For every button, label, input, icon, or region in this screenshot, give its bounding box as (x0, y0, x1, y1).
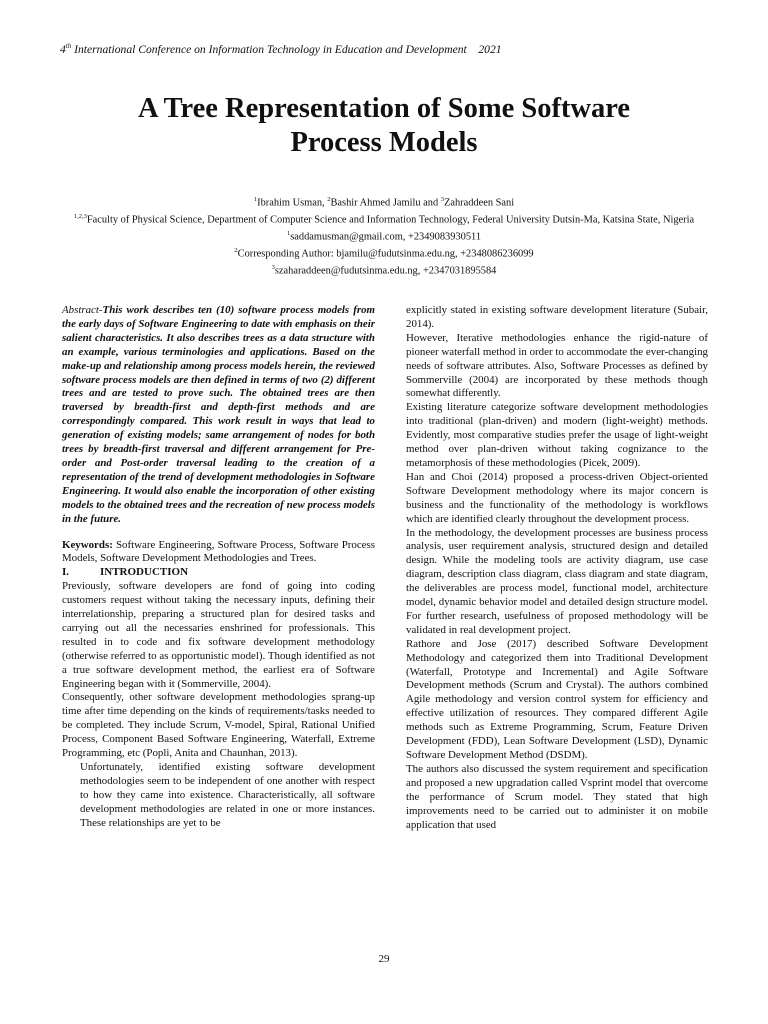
title-line-2: Process Models (290, 127, 478, 158)
page-number: 29 (378, 953, 390, 965)
header-ordinal: 4 (60, 42, 66, 56)
running-header (60, 42, 502, 56)
email-1-sup: 1 (286, 229, 291, 237)
right-column (406, 304, 708, 832)
email-3-text: szaharaddeen@fudutsinma.edu.ng, +2347031895584 (274, 264, 497, 276)
section-title: INTRODUCTION (100, 566, 189, 579)
section-heading-introduction (62, 566, 375, 580)
email-3 (60, 261, 708, 278)
intro-paragraph-1: Previously, software developers are fond of going into coding customers request without taking the necessary inputs, defining their interrelationship, preparing a structured plan for desired tasks and carrying out all the necessaries enshrined for professionals. This resulted in to code and fix software development methodology (otherwise referred to as opportunistic model). Though identified as not a true software development method, the earliest era of Software Engineering began with it (Sommerville, 2004). (62, 580, 375, 690)
section-number: I. (62, 566, 70, 579)
header-ordinal-suffix: th (65, 42, 72, 50)
right-paragraph-1: explicitly stated in existing software development literature (Subair, 2014). (406, 304, 708, 330)
author-block (60, 193, 708, 277)
author1-sup: 1 (253, 196, 258, 203)
email-2 (60, 244, 708, 261)
right-paragraph-3: Existing literature categorize software development methodologies into traditional (plan-driven) and modern (light-weight) methods. Evidently, most comparative studies prefer the usage of light-weight method over plan-driven without taking cognizance to the metamorphosis of these methodologies (Picek, 2009). (406, 401, 708, 469)
header-conference: International Conference on Information Technology in Education and Development (71, 42, 467, 56)
affiliation-text: Faculty of Physical Science, Department of Computer Science and Information Technology, Federal University Dutsin-Ma, Katsina State, Nigeria (86, 214, 695, 226)
affiliation-sup: 1,2,3 (73, 212, 87, 220)
keywords-text: Software Engineering, Software Process, Software Process Models, Software Development Methodologies and Trees. (62, 538, 375, 565)
intro-paragraph-2: Consequently, other software development methodologies sprang-up time after time depending on the kinds of requirements/tasks needed to be completed. They include Scrum, V-model, Spiral, Rational Unified Process, Component Based Software Engineering, Waterfall, Extreme Programming, etc (Popli, Anita and Chaunhan, 2013). (62, 691, 375, 760)
title-line-1: A Tree Representation of Some Software (137, 93, 631, 124)
abstract-text: This work describes ten (10) software process models from the early days of Software Engineering to date with emphasis on their salient characteristics. It also describes trees as a data structure with an example, various terminologies and applications. Based on the make-up and relationship among process models herein, the reviewed software process models are then defined in terms of two (2) different trees and are tested to prove such. The obtained trees are then traversed by breadth-first and depth-first methods and are correspondingly compared. This work result in ways that lead to generation of existing models; same arrangement of nodes for both trees by breadth-first traversal and different arrangement for Pre-order and Post-order traversal leading to the creation of a representation of the trend of development methodologies in Software Engineering. It would also enable the incorporation of other existing models to the obtained trees and the recreation of new process models in the future. (62, 304, 375, 525)
abstract-label: Abstract- (62, 304, 103, 316)
right-paragraph-2: However, Iterative methodologies enhance the rigid-nature of pioneer waterfall method in order to accommodate the ever-changing needs of software attributes. Also, Software Processes as defined by Sommerville (2004) are incorporated by these methods though somewhat differently. (406, 331, 708, 400)
keywords-label: Keywords: (62, 538, 113, 551)
author3: Zahraddeen Sani (444, 197, 515, 209)
email-1 (60, 227, 708, 244)
email-1-text: saddamusman@gmail.com, +2349083930511 (290, 231, 482, 243)
paper-title (0, 92, 768, 160)
abstract (62, 304, 375, 527)
author3-sup: 3 (440, 196, 444, 203)
email-2-text: Corresponding Author: bjamilu@fudutsinma.edu.ng, +2348086236099 (237, 248, 534, 260)
right-paragraph-4: Han and Choi (2014) proposed a process-driven Object-oriented Software Development methodology where its major concern is business and the functionality of the methodology is workflows which are identified clearly throughout the development process. (406, 470, 708, 525)
header-year: 2021 (478, 42, 502, 56)
right-paragraph-5: In the methodology, the development processes are business process analysis, user requirement analysis, structured design and detailed design. While the modeling tools are activity diagram, use case diagram, description class diagram, class diagram and state diagram, the deliverables are process model, functional model, architecture model, dynamic behavior model and detailed design structure model. For further research, usefulness of proposed methodology will be validated in real development project. (406, 526, 708, 636)
author2: Bashir Ahmed Jamilu and (330, 197, 441, 209)
email-3-sup: 3 (271, 263, 275, 271)
left-column (62, 304, 375, 831)
right-paragraph-6: Rathore and Jose (2017) described Software Development Methodology and categorized them into Traditional Development (Waterfall, Prototype and Incremental) and Agile Software Development methods (Scrum and Crystal). The authors combined Agile methodology and version control system for efficiency and effective utilization of resources. They compared different Agile methods such as Extreme Programming, Scrum, Feature Driven Development (FDD), Lean Software Development (LSD), Dynamic Software Development Method (DSDM). (406, 637, 708, 761)
author-names (60, 193, 708, 210)
keywords (62, 539, 375, 567)
email-2-sup: 2 (234, 246, 238, 254)
right-paragraph-7: The authors also discussed the system requirement and specification and proposed a new upgradation called Vsprint model that overcome the performance of Scrum model. They stated that high improvements need to be carried out to administer it on mobile application that used (406, 762, 708, 831)
author2-sup: 2 (327, 196, 331, 203)
affiliation (60, 210, 708, 227)
intro-paragraph-3: Unfortunately, identified existing software development methodologies seem to be independent of one another with respect to how they came into existence. Characteristically, all software development methodologies are related in one or more instances. These relationships are yet to be (80, 761, 375, 829)
author1: Ibrahim Usman, (257, 197, 328, 209)
